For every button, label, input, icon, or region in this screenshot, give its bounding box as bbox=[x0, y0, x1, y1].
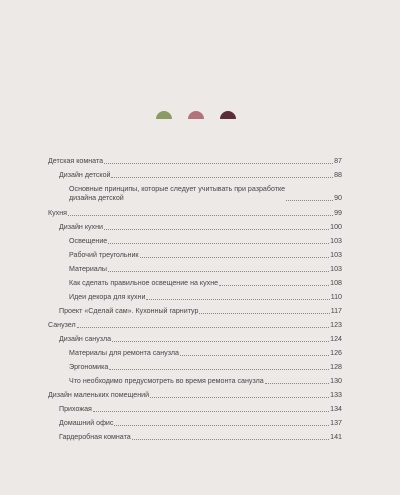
toc-entry-title: Идеи декора для кухни bbox=[69, 293, 146, 301]
toc-entry-title: Детская комната bbox=[48, 157, 104, 165]
toc-entry-title: Дизайн маленьких помещений bbox=[48, 391, 150, 399]
toc-entry-title: Дизайн санузла bbox=[59, 335, 112, 343]
toc-entry[interactable] bbox=[48, 321, 342, 330]
dot-leader bbox=[104, 229, 329, 230]
toc-entry-title: Рабочий треугольник bbox=[69, 251, 139, 259]
toc-entry-page-number: 110 bbox=[330, 293, 342, 301]
toc-entry-page-number: 103 bbox=[330, 251, 342, 259]
toc-entry[interactable] bbox=[48, 335, 342, 344]
toc-entry-page-number: 103 bbox=[330, 237, 342, 245]
toc-entry-page-number: 90 bbox=[334, 193, 342, 202]
toc-entry-title: Эргономика bbox=[69, 363, 109, 371]
toc-entry[interactable] bbox=[48, 279, 342, 288]
toc-entry[interactable] bbox=[48, 377, 342, 386]
toc-entry-page-number: 133 bbox=[330, 391, 342, 399]
toc-entry[interactable] bbox=[48, 265, 342, 274]
toc-entry[interactable] bbox=[48, 209, 342, 218]
toc-entry-page-number: 128 bbox=[330, 363, 342, 371]
toc-entry-page-number: 117 bbox=[330, 307, 342, 315]
toc-entry-title: Освещение bbox=[69, 237, 108, 245]
dot-leader bbox=[219, 285, 329, 286]
toc-entry-title: Дизайн кухни bbox=[59, 223, 103, 231]
toc-entry-page-number: 130 bbox=[330, 377, 342, 385]
rose-semicircle-icon bbox=[188, 111, 204, 119]
toc-entry-page-number: 137 bbox=[330, 419, 342, 427]
dot-leader bbox=[112, 341, 329, 342]
toc-entry-page-number: 99 bbox=[334, 209, 342, 217]
maroon-semicircle-icon bbox=[220, 111, 236, 119]
dot-leader bbox=[111, 177, 333, 178]
toc-entry[interactable] bbox=[48, 307, 342, 316]
toc-entry-title: Домашний офис bbox=[59, 419, 114, 427]
toc-entry-title: Гардеробная комната bbox=[59, 433, 131, 441]
toc-entry[interactable] bbox=[48, 157, 342, 166]
olive-semicircle-icon bbox=[156, 111, 172, 119]
dot-leader bbox=[199, 313, 329, 314]
toc-entry[interactable] bbox=[48, 405, 342, 414]
toc-entry[interactable] bbox=[48, 185, 342, 202]
toc-entry[interactable] bbox=[48, 363, 342, 372]
toc-entry[interactable] bbox=[48, 419, 342, 428]
dot-leader bbox=[114, 425, 329, 426]
toc-entry-title: Основные принципы, которые следует учитывать при разработке дизайна детской bbox=[69, 185, 286, 202]
toc-entry-title: Материалы bbox=[69, 265, 107, 273]
toc-entry-page-number: 103 bbox=[330, 265, 342, 273]
toc-entry[interactable] bbox=[48, 237, 342, 246]
toc-entry-page-number: 123 bbox=[330, 321, 342, 329]
dot-leader bbox=[93, 411, 329, 412]
dot-leader bbox=[132, 439, 329, 440]
toc-entry-title: Что необходимо предусмотреть во время ремонта санузла bbox=[69, 377, 264, 385]
toc-entry-page-number: 134 bbox=[330, 405, 342, 413]
dot-leader bbox=[77, 327, 330, 328]
dot-leader bbox=[108, 271, 329, 272]
dot-leader bbox=[265, 383, 329, 384]
toc-entry-title: Материалы для ремонта санузла bbox=[69, 349, 179, 357]
dot-leader bbox=[286, 200, 333, 201]
toc-entry-page-number: 88 bbox=[334, 171, 342, 179]
toc-entry-page-number: 124 bbox=[330, 335, 342, 343]
dot-leader bbox=[108, 243, 329, 244]
toc-entry[interactable] bbox=[48, 251, 342, 260]
dot-leader bbox=[104, 163, 333, 164]
toc-entry-title: Дизайн детской bbox=[59, 171, 111, 179]
dot-leader bbox=[146, 299, 329, 300]
dot-leader bbox=[109, 369, 329, 370]
dot-leader bbox=[150, 397, 329, 398]
toc-entry-title: Кухня bbox=[48, 209, 67, 217]
toc-entry[interactable] bbox=[48, 171, 342, 180]
toc-entry-page-number: 100 bbox=[330, 223, 342, 231]
toc-entry-page-number: 108 bbox=[330, 279, 342, 287]
toc-entry[interactable] bbox=[48, 223, 342, 232]
toc-entry-title: Санузел bbox=[48, 321, 76, 329]
dot-leader bbox=[68, 215, 333, 216]
toc-entry-page-number: 87 bbox=[334, 157, 342, 165]
decorative-dots bbox=[0, 111, 400, 121]
toc-entry[interactable] bbox=[48, 293, 342, 302]
toc-entry-page-number: 141 bbox=[330, 433, 342, 441]
toc-entry[interactable] bbox=[48, 391, 342, 400]
toc-entry-page-number: 126 bbox=[330, 349, 342, 357]
dot-leader bbox=[180, 355, 329, 356]
toc-entry[interactable] bbox=[48, 433, 342, 442]
toc-entry-title: Прихожая bbox=[59, 405, 92, 413]
toc-entry[interactable] bbox=[48, 349, 342, 358]
dot-leader bbox=[140, 257, 330, 258]
toc-entry-title: Как сделать правильное освещение на кухне bbox=[69, 279, 219, 287]
toc-entry-title: Проект «Сделай сам». Кухонный гарнитур bbox=[59, 307, 199, 315]
